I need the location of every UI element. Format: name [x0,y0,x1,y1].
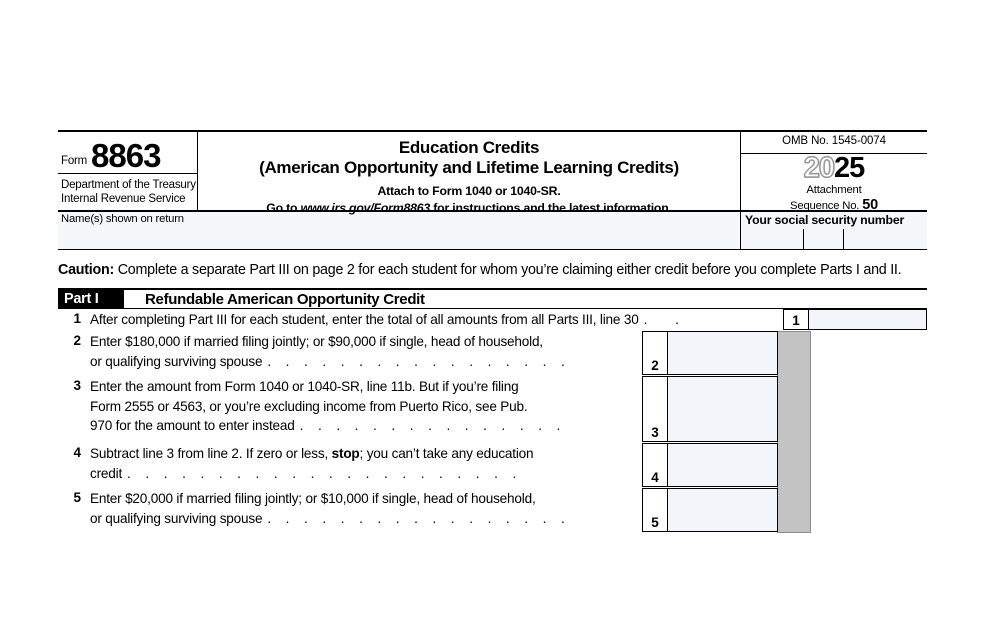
line-5-text [90,488,927,533]
form-title: Education Credits [398,138,540,157]
line-3-leader: . . . . . . . . . . . . . . . [299,418,566,434]
part-1-title: Refundable American Opportunity Credit [145,290,425,308]
form-line-5 [58,488,927,533]
sequence-number: 50 [862,196,878,213]
line-1-number: 1 [73,311,81,327]
line-5-description-2 [90,509,651,528]
line-4-description-2-text: credit [90,465,123,481]
masthead-right [741,132,927,213]
form-line-3 [58,376,927,443]
line-4-leader: . . . . . . . . . . . . . . . . . . . . . . [127,465,522,481]
line-4-stop-emphasis: stop [331,446,360,462]
form-line-2 [58,331,927,376]
form-number: 8863 [91,136,161,174]
name-field-label: Name(s) shown on return [61,213,184,225]
irs-url[interactable]: www.irs.gov/Form8863 [300,201,431,216]
masthead-left [58,132,198,210]
department-line-2: Internal Revenue Service [61,193,186,206]
line-3-text [90,376,927,443]
department-line-1: Department of the Treasury [61,179,196,191]
line-2-description-2-text: or qualifying surviving spouse [90,353,263,369]
attach-instruction: Attach to Form 1040 or 1040-SR. [377,184,561,199]
part-1-lines [58,309,927,533]
form-label: Form [61,155,88,167]
line-4-description-1c: ; you can’t take any education [359,446,534,462]
line-2-number: 2 [73,333,81,349]
caution-note [58,250,927,288]
line-5-amount-input[interactable] [668,488,778,532]
form-masthead [58,130,927,216]
goto-suffix: for instructions and the latest information. [430,201,672,216]
issuing-department [58,174,197,210]
part-1-tag: Part I [58,290,124,308]
line-2-amount-input[interactable] [668,331,778,375]
form-line-1 [58,309,927,331]
ssn-divider-1 [803,229,804,249]
form-subtitle: (American Opportunity and Lifetime Learning Credits) [259,157,679,177]
tax-year [741,152,927,184]
tax-year-block [741,154,927,214]
part-1-header [58,288,927,309]
line-4-description-2 [90,464,651,483]
line-5-description-1: Enter $20,000 if married filing jointly; or $10,000 if single, head of household, [90,491,536,507]
line-2-description-1: Enter $180,000 if married filing jointly; or $90,000 if single, head of household, [90,334,543,350]
tax-year-century: 20 [803,152,834,184]
line-1-description: After completing Part III for each student, enter the total of all amounts from all Parts III, line 30 [90,312,639,328]
attachment-label: Attachment [806,183,862,196]
line-2-text [90,331,927,376]
line-2-leader: . . . . . . . . . . . . . . . . . [267,353,571,369]
ssn-divider-2 [843,229,844,249]
name-field[interactable] [58,212,741,249]
line-1-leader: . . [643,312,691,328]
caution-label: Caution: [58,262,114,278]
line-4-amount-input[interactable] [668,443,778,487]
line-4-description-1 [90,444,651,463]
line-3-number: 3 [73,378,81,394]
line-4-description-1a: Subtract line 3 from line 2. If zero or less, [90,446,332,462]
line-3-description-3 [90,416,651,435]
line-1-amount-input[interactable] [809,309,927,330]
line-2-box-number: 2 [642,331,668,375]
line-3-amount-input[interactable] [668,376,778,442]
line-4-text [90,443,927,488]
line-4-box-number: 4 [642,443,668,487]
line-4-number: 4 [73,445,81,461]
tax-year-digits: 25 [834,152,865,184]
caution-text: Complete a separate Part III on page 2 for each student for whom you’re claiming either credit before you complete Parts I and II. [113,262,902,278]
line-5-description-2-text: or qualifying surviving spouse [90,510,263,526]
line-3-box-number: 3 [642,376,668,442]
line-5-leader: . . . . . . . . . . . . . . . . . [267,510,571,526]
line-5-number: 5 [73,490,81,506]
goto-prefix: Go to [266,201,301,216]
line-2-description-2 [90,352,651,371]
form-line-4 [58,443,927,488]
omb-number: OMB No. 1545-0074 [741,132,927,154]
line-3-description-3-text: 970 for the amount to enter instead [90,418,295,434]
ssn-field-label: Your social security number [745,213,905,227]
ssn-field[interactable] [741,212,927,249]
line-1-box-number: 1 [783,309,809,330]
line-3-description-1: Enter the amount from Form 1040 or 1040-SR, line 11b. But if you’re filing [90,379,519,395]
taxpayer-identity-row [58,212,927,250]
masthead-center [198,132,741,216]
line-5-box-number: 5 [642,488,668,532]
line-3-description-2: Form 2555 or 4563, or you’re excluding income from Puerto Rico, see Pub. [90,398,528,414]
sequence-label: Sequence No. [790,199,860,212]
irs-form-8863 [58,130,927,533]
form-identifier [58,132,197,174]
attachment-sequence [741,184,927,214]
